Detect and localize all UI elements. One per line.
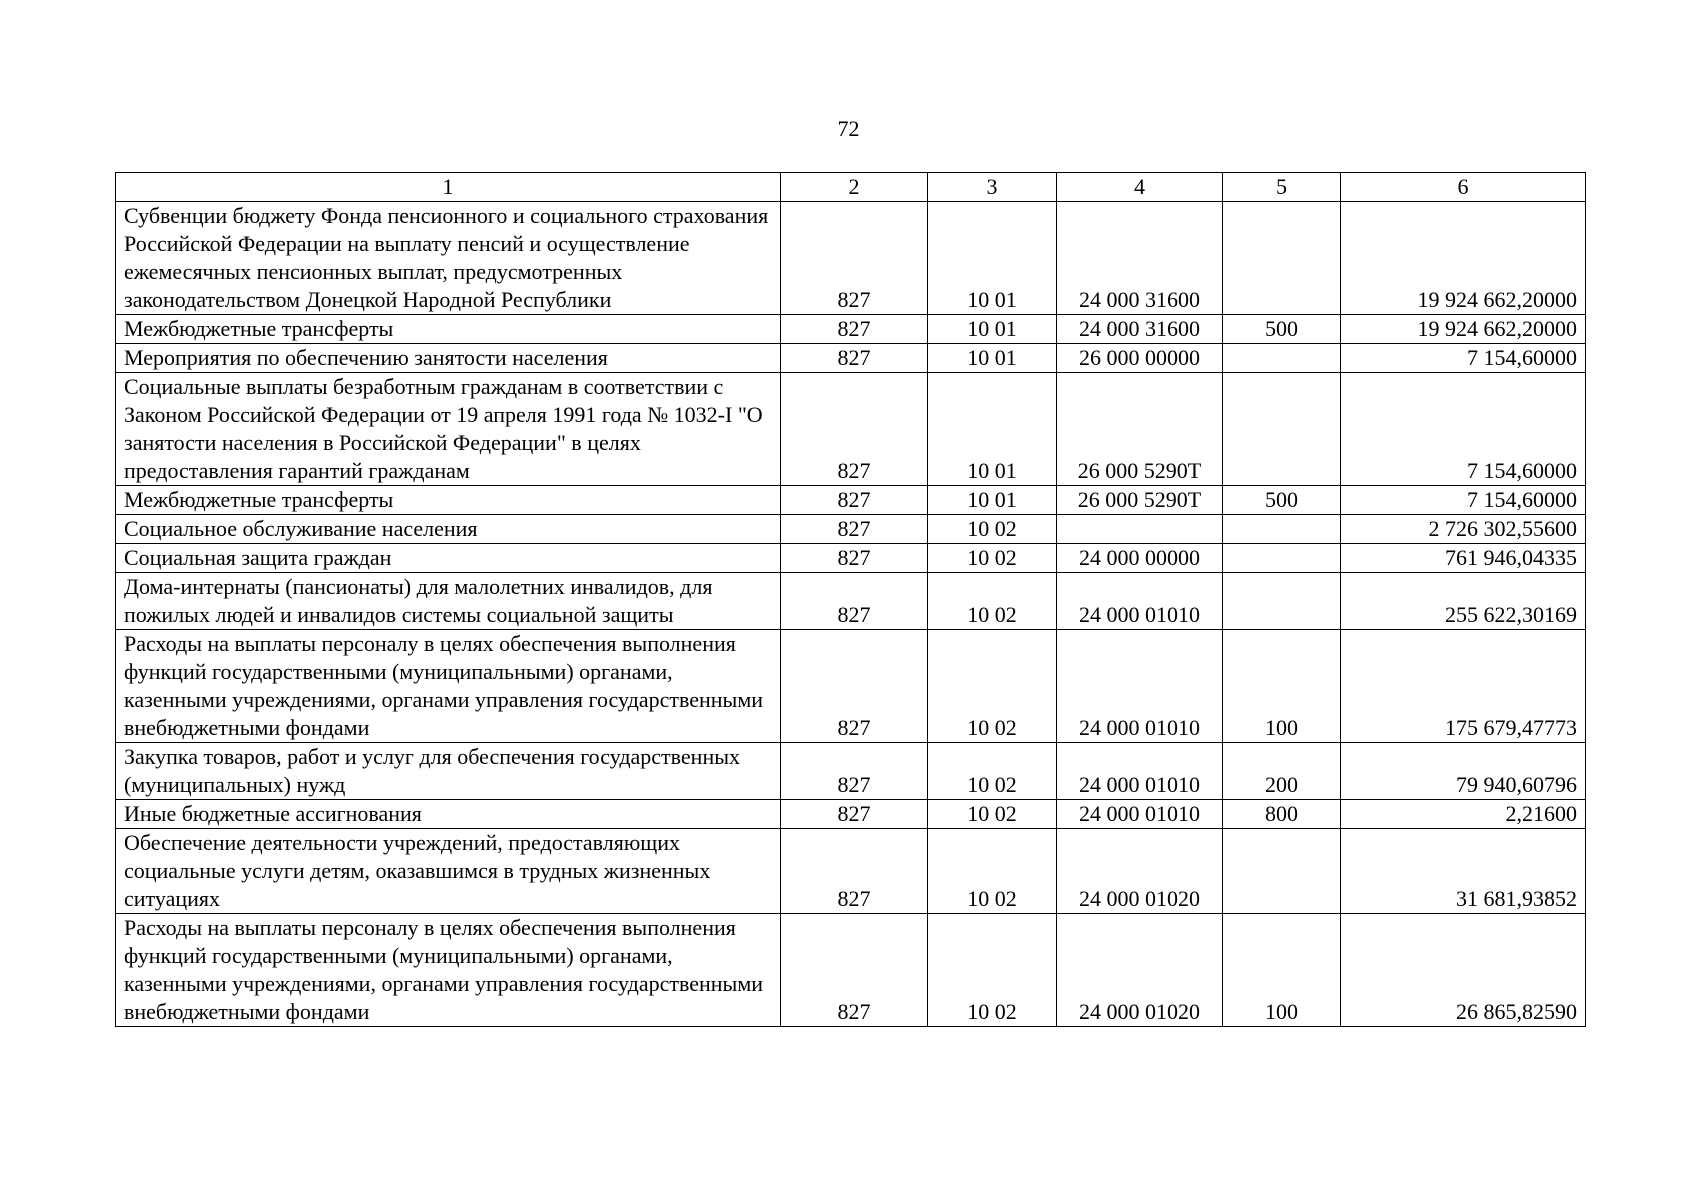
row-target: 24 000 01020 — [1057, 829, 1223, 914]
table-row — [116, 202, 1586, 315]
row-name: Расходы на выплаты персоналу в целях обеспечения выполнения функций государственными (муниципальными) органами, казенными учреждениями, органами управления государственными внебюджетными фондами — [116, 914, 781, 1027]
row-name: Закупка товаров, работ и услуг для обеспечения государственных (муниципальных) нужд — [116, 743, 781, 800]
table-row — [116, 486, 1586, 515]
table-row — [116, 800, 1586, 829]
row-section: 10 01 — [928, 486, 1057, 515]
row-ministry: 827 — [781, 486, 928, 515]
row-target: 24 000 01010 — [1057, 573, 1223, 630]
table-row — [116, 630, 1586, 743]
row-amount: 19 924 662,20000 — [1341, 202, 1586, 315]
row-amount: 255 622,30169 — [1341, 573, 1586, 630]
row-target: 24 000 01010 — [1057, 743, 1223, 800]
row-amount: 7 154,60000 — [1341, 486, 1586, 515]
row-target — [1057, 515, 1223, 544]
budget-table — [115, 172, 1586, 1027]
row-amount: 19 924 662,20000 — [1341, 315, 1586, 344]
row-section: 10 02 — [928, 515, 1057, 544]
header-col-2: 2 — [781, 173, 928, 202]
row-name: Обеспечение деятельности учреждений, предоставляющих социальные услуги детям, оказавшимся в трудных жизненных ситуациях — [116, 829, 781, 914]
row-ministry: 827 — [781, 544, 928, 573]
table-row — [116, 743, 1586, 800]
row-target: 26 000 5290Т — [1057, 373, 1223, 486]
row-target: 24 000 31600 — [1057, 202, 1223, 315]
row-expense-type — [1223, 202, 1341, 315]
row-name: Межбюджетные трансферты — [116, 486, 781, 515]
table-row — [116, 573, 1586, 630]
row-expense-type: 800 — [1223, 800, 1341, 829]
header-col-1: 1 — [116, 173, 781, 202]
row-ministry: 827 — [781, 829, 928, 914]
row-expense-type: 100 — [1223, 630, 1341, 743]
row-name: Мероприятия по обеспечению занятости населения — [116, 344, 781, 373]
row-ministry: 827 — [781, 373, 928, 486]
header-col-5: 5 — [1223, 173, 1341, 202]
row-ministry: 827 — [781, 800, 928, 829]
row-name: Дома-интернаты (пансионаты) для малолетних инвалидов, для пожилых людей и инвалидов системы социальной защиты — [116, 573, 781, 630]
row-ministry: 827 — [781, 344, 928, 373]
row-name: Межбюджетные трансферты — [116, 315, 781, 344]
table-row — [116, 914, 1586, 1027]
row-expense-type — [1223, 515, 1341, 544]
row-amount: 31 681,93852 — [1341, 829, 1586, 914]
row-amount: 7 154,60000 — [1341, 344, 1586, 373]
row-name: Социальные выплаты безработным гражданам в соответствии с Законом Российской Федерации от 19 апреля 1991 года № 1032-I "О занятости населения в Российской Федерации" в целях предоставления гарантий гражданам — [116, 373, 781, 486]
row-expense-type — [1223, 544, 1341, 573]
row-section: 10 02 — [928, 544, 1057, 573]
table-header-row — [116, 173, 1586, 202]
row-section: 10 02 — [928, 914, 1057, 1027]
header-col-4: 4 — [1057, 173, 1223, 202]
row-name: Социальная защита граждан — [116, 544, 781, 573]
row-name: Расходы на выплаты персоналу в целях обеспечения выполнения функций государственными (муниципальными) органами, казенными учреждениями, органами управления государственными внебюджетными фондами — [116, 630, 781, 743]
row-amount: 2,21600 — [1341, 800, 1586, 829]
row-target: 24 000 01010 — [1057, 630, 1223, 743]
row-expense-type: 500 — [1223, 315, 1341, 344]
row-section: 10 02 — [928, 800, 1057, 829]
row-ministry: 827 — [781, 573, 928, 630]
row-section: 10 01 — [928, 202, 1057, 315]
row-expense-type: 500 — [1223, 486, 1341, 515]
row-ministry: 827 — [781, 202, 928, 315]
row-amount: 175 679,47773 — [1341, 630, 1586, 743]
header-col-6: 6 — [1341, 173, 1586, 202]
row-name: Иные бюджетные ассигнования — [116, 800, 781, 829]
row-section: 10 01 — [928, 373, 1057, 486]
row-expense-type: 200 — [1223, 743, 1341, 800]
row-target: 24 000 00000 — [1057, 544, 1223, 573]
table-row — [116, 829, 1586, 914]
header-col-3: 3 — [928, 173, 1057, 202]
row-expense-type: 100 — [1223, 914, 1341, 1027]
row-expense-type — [1223, 829, 1341, 914]
row-name: Субвенции бюджету Фонда пенсионного и социального страхования Российской Федерации на выплату пенсий и осуществление ежемесячных пенсионных выплат, предусмотренных законодательством Донецкой Народной Республики — [116, 202, 781, 315]
row-section: 10 02 — [928, 630, 1057, 743]
table-row — [116, 373, 1586, 486]
table-row — [116, 344, 1586, 373]
row-expense-type — [1223, 344, 1341, 373]
row-section: 10 01 — [928, 315, 1057, 344]
row-name: Социальное обслуживание населения — [116, 515, 781, 544]
row-expense-type — [1223, 573, 1341, 630]
row-amount: 2 726 302,55600 — [1341, 515, 1586, 544]
row-target: 26 000 5290Т — [1057, 486, 1223, 515]
row-section: 10 02 — [928, 573, 1057, 630]
row-target: 26 000 00000 — [1057, 344, 1223, 373]
row-section: 10 01 — [928, 344, 1057, 373]
row-section: 10 02 — [928, 743, 1057, 800]
row-amount: 79 940,60796 — [1341, 743, 1586, 800]
row-target: 24 000 01010 — [1057, 800, 1223, 829]
row-ministry: 827 — [781, 914, 928, 1027]
table-row — [116, 515, 1586, 544]
row-ministry: 827 — [781, 743, 928, 800]
row-amount: 26 865,82590 — [1341, 914, 1586, 1027]
row-ministry: 827 — [781, 630, 928, 743]
table-row — [116, 315, 1586, 344]
table-row — [116, 544, 1586, 573]
row-target: 24 000 01020 — [1057, 914, 1223, 1027]
row-amount: 7 154,60000 — [1341, 373, 1586, 486]
row-section: 10 02 — [928, 829, 1057, 914]
page-number: 72 — [837, 116, 860, 141]
row-target: 24 000 31600 — [1057, 315, 1223, 344]
row-amount: 761 946,04335 — [1341, 544, 1586, 573]
row-ministry: 827 — [781, 315, 928, 344]
row-expense-type — [1223, 373, 1341, 486]
row-ministry: 827 — [781, 515, 928, 544]
